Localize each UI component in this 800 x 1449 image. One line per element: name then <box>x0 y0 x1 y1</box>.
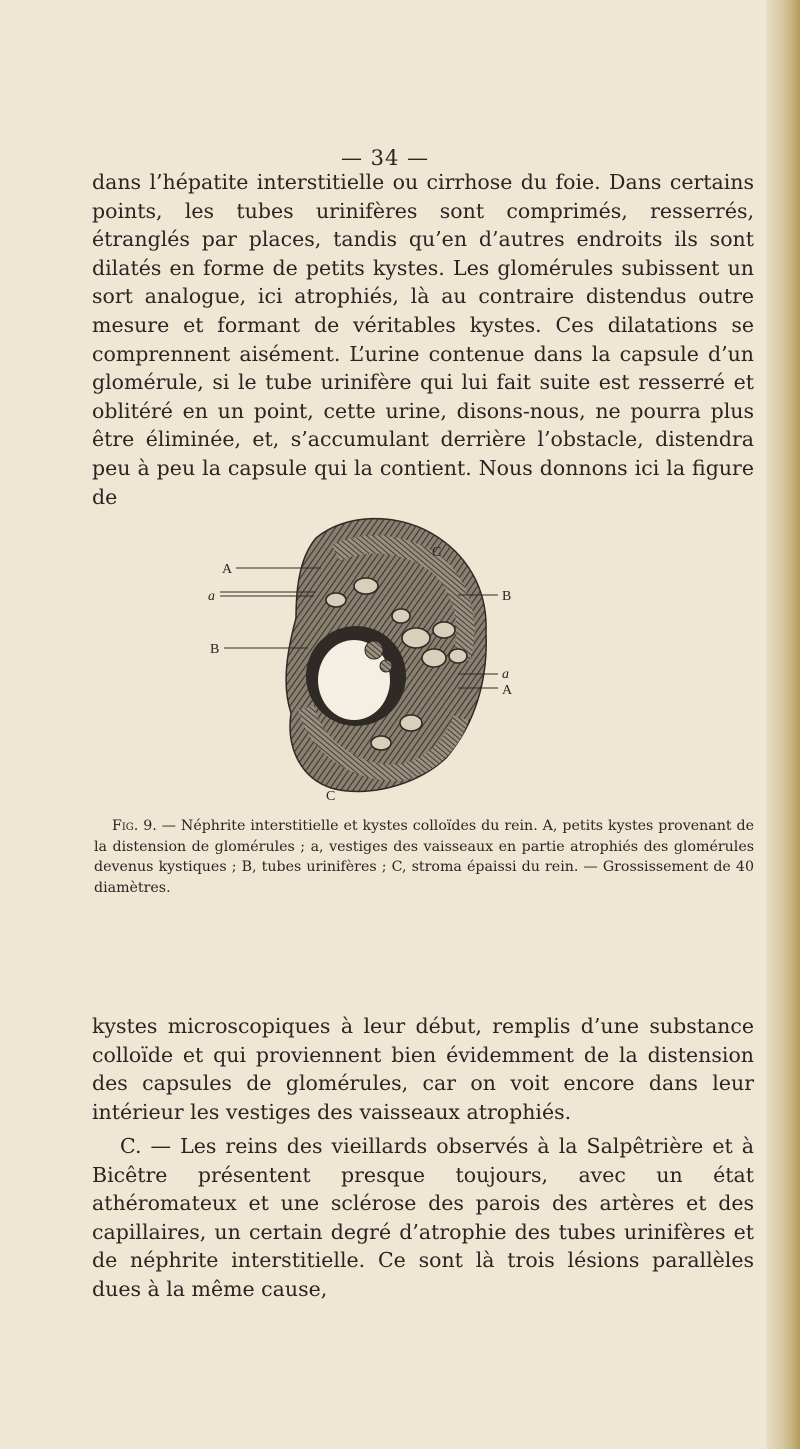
label-B-left: B <box>210 642 220 657</box>
label-a-left: a <box>208 589 215 604</box>
tubule <box>354 578 378 594</box>
page-number: — 34 — <box>340 146 430 170</box>
tubule <box>400 715 422 731</box>
label-a-right: a <box>502 667 509 682</box>
label-C-bottom: C <box>326 789 336 804</box>
page-edge-shadow <box>766 0 800 1449</box>
tubule <box>433 622 455 638</box>
label-C-top: C <box>432 545 442 560</box>
label-A-right: A <box>502 683 513 698</box>
tubule <box>422 649 446 667</box>
paragraph-2: kystes microscopiques à leur début, remplis d’une substance colloïde et qui proviennent bien évidemment de la distension des capsules de glomérules, car on voit encore dans leur intérieur les vestiges des vaisseaux atrophiés. <box>92 1014 754 1124</box>
caption-text: — Néphrite interstitielle et kystes colloïdes du rein. A, petits kystes provenant de la distension de glomérules ; a, vestiges des vaisseaux en partie atrophiés des glomérules devenus kystiques ; B, tubes urinifères ; C, stroma épaissi du rein. — Grossissement de 40 diamètres. <box>94 818 754 896</box>
tubule <box>392 609 410 623</box>
paragraph-3: C. — Les reins des vieillards observés à la Salpêtrière et à Bicêtre présentent presque toujours, avec un état athéromateux et une sclérose des parois des artères et des capillaires, un certain degré d’atrophie des tubes urinifères et de néphrite interstitielle. Ce sont là trois lésions parallèles dues à la même cause, <box>92 1134 754 1301</box>
caption-label: Fig. 9. <box>112 818 157 834</box>
tubule <box>402 628 430 648</box>
tubule <box>326 593 346 607</box>
tubule <box>449 649 467 663</box>
figure-9-illustration <box>196 508 536 808</box>
figure-caption <box>94 816 754 898</box>
tubule <box>371 736 391 750</box>
label-B-right: B <box>502 589 512 604</box>
paragraph-1: dans l’hépatite interstitielle ou cirrhose du foie. Dans certains points, les tubes urinifères sont comprimés, resserrés, étranglés par places, tandis qu’en d’autres endroits ils sont dilatés en forme de petits kystes. Les glomérules subissent un sort analogue, ici atrophiés, là au contraire distendus outre mesure et formant de véritables kystes. Ces dilatations se comprennent aisément. L’urine contenue dans la capsule d’un glomérule, si le tube urinifère qui lui fait suite est resserré et oblitéré en un point, cette urine, disons-nous, ne pourra plus être éliminée, et, s’accumulant derrière l’obstacle, distendra peu à peu la capsule qui la contient. Nous donnons ici la figure de <box>92 170 754 509</box>
label-A-left: A <box>222 562 233 577</box>
